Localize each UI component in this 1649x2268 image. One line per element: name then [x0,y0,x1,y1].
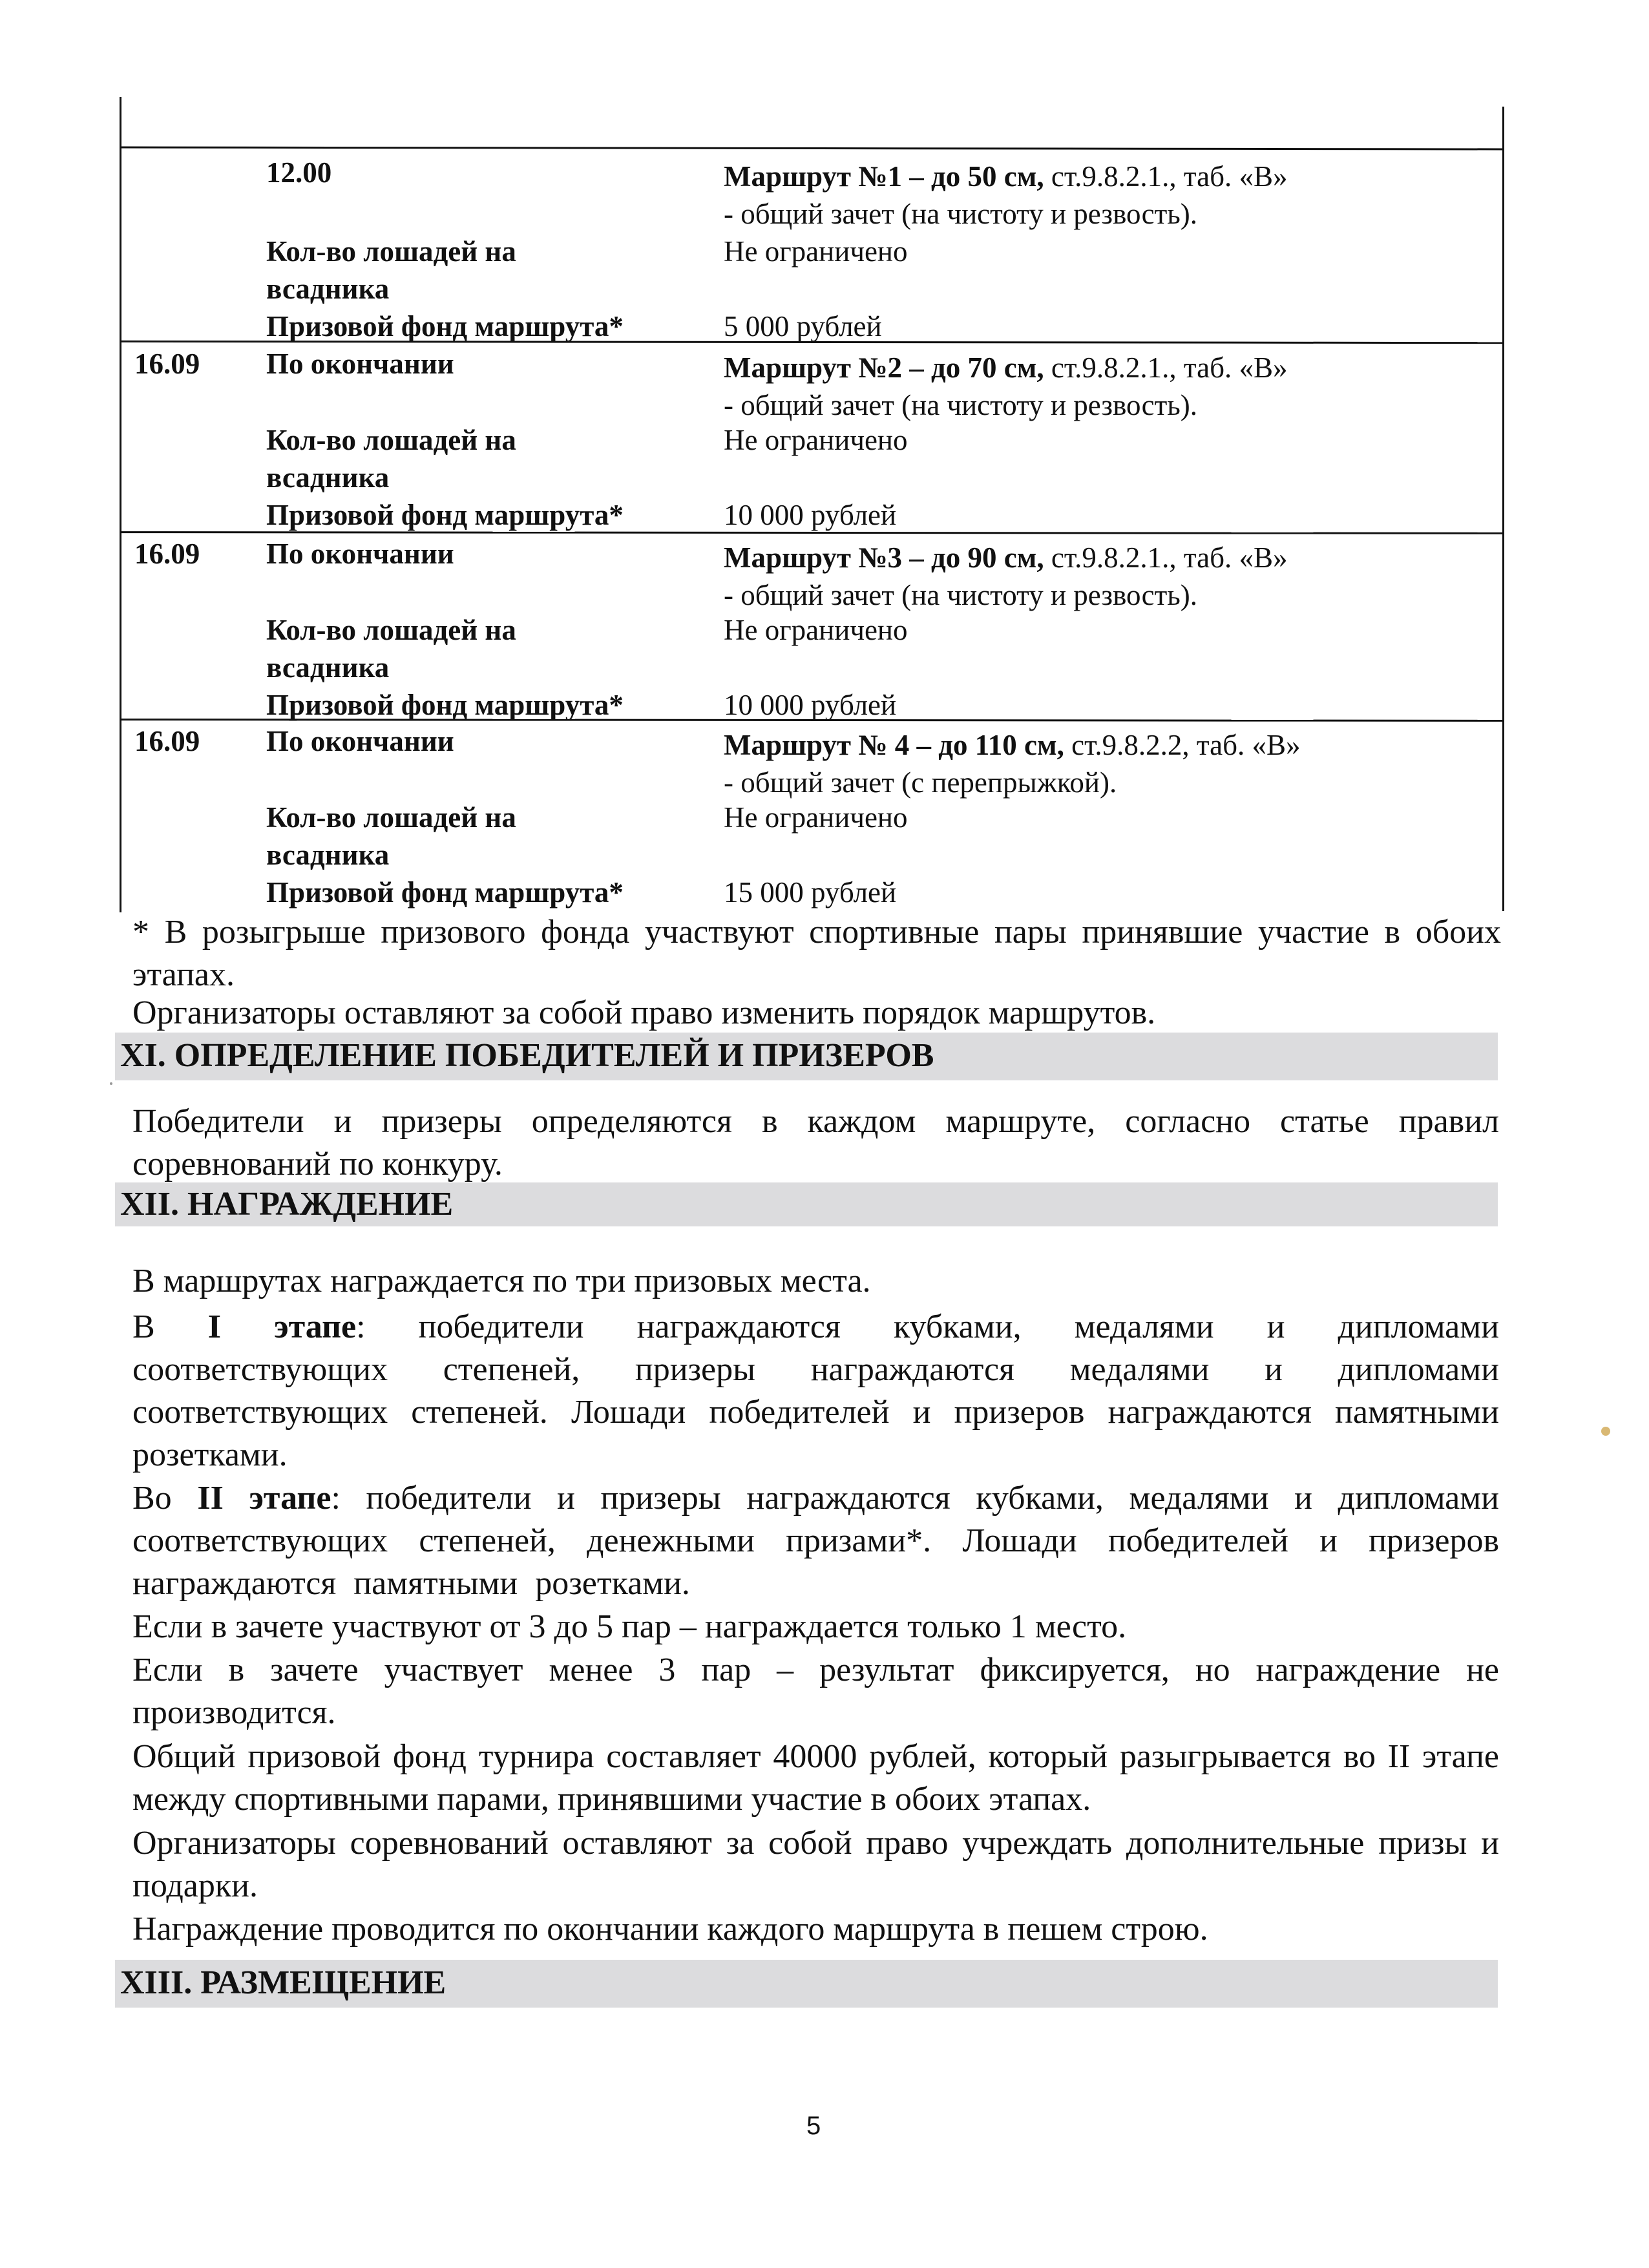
route-title: Маршрут №1 – до 50 см, [724,160,1044,193]
page-number: 5 [806,2112,821,2140]
horses-label: Кол-во лошадей на [266,424,516,456]
route-rule: ст.9.8.2.2, таб. «В» [1064,729,1301,761]
table-border-right [1502,107,1504,911]
row-scoring: - общий зачет (на чистоту и резвость). [724,198,1198,230]
prize-label: Призовой фонд маршрута* [266,689,624,721]
route-rule: ст.9.8.2.1., таб. «В» [1044,352,1288,384]
prize-footnote [132,911,1501,996]
section-header-xiii: XIII. РАЗМЕЩЕНИЕ [115,1960,1498,2008]
scan-speck [1601,1427,1610,1436]
table-border-left [120,97,121,912]
row-time: По окончании [266,538,454,570]
section-xi-text: Победители и призеры определяются в каждом маршруте, согласно статье правил соревнований по конкуру. [132,1103,1499,1182]
horses-value: Не ограничено [724,801,908,834]
row-time: По окончании [266,725,454,757]
stage-1-label: I этапе [207,1308,357,1345]
stage-1-prefix: В [132,1308,208,1345]
stage-2-prefix: Во [132,1480,198,1517]
horses-label: Кол-во лошадей на [266,614,516,646]
route-title: Маршрут №3 – до 90 см, [724,541,1044,574]
horses-label: Кол-во лошадей на [266,235,516,268]
row-route [724,349,1288,386]
stage-2-text: : победители и призеры награждаются кубками, медалями и дипломами соответствующих степеней, денежными призами*. Лошади победителей и призеров награждаются памятными розетками. [132,1480,1499,1602]
row-date: 16.09 [134,725,200,757]
section-header-xii: XII. НАГРАЖДЕНИЕ [115,1182,1498,1226]
awards-stage-2 [132,1477,1499,1605]
horses-label-cont: всадника [266,839,390,871]
awards-places: В маршрутах награждается по три призовых места. [132,1263,871,1299]
stage-2-label: II этапе [197,1480,331,1517]
route-title: Маршрут № 4 – до 110 см, [724,729,1064,761]
horses-label-cont: всадника [266,273,390,305]
row-scoring: - общий зачет (на чистоту и резвость). [724,389,1198,421]
row-time: По окончании [266,348,454,380]
row-date: 16.09 [134,538,200,570]
prize-label: Призовой фонд маршрута* [266,499,624,531]
row-route [724,539,1288,576]
footnote-text: * В розыгрыше призового фонда участвуют спортивные пары принявшие участие в обоих этапах. [132,914,1501,993]
horses-value: Не ограничено [724,424,908,456]
route-title: Маршрут №2 – до 70 см, [724,352,1044,384]
award-ceremony: Награждение проводится по окончании каждого маршрута в пешем строю. [132,1911,1208,1948]
prize-value: 10 000 рублей [724,499,897,531]
row-date: 16.09 [134,348,200,380]
route-rule: ст.9.8.2.1., таб. «В» [1044,541,1288,574]
prize-value: 10 000 рублей [724,689,897,721]
prize-label: Призовой фонд маршрута* [266,310,624,342]
horses-value: Не ограничено [724,235,908,268]
section-header-xi: XI. ОПРЕДЕЛЕНИЕ ПОБЕДИТЕЛЕЙ И ПРИЗЕРОВ [115,1033,1498,1080]
prize-value: 5 000 рублей [724,310,882,342]
row-route [724,158,1288,195]
row-scoring: - общий зачет (с перепрыжкой). [724,766,1117,799]
row-time: 12.00 [266,156,332,189]
route-rule: ст.9.8.2.1., таб. «В» [1044,160,1288,193]
awards-rule-3-5: Если в зачете участвуют от 3 до 5 пар – награждается только 1 место. [132,1608,1127,1645]
order-change-note: Организаторы оставляют за собой право изменить порядок маршрутов. [132,994,1156,1031]
prize-value: 15 000 рублей [724,876,897,908]
table-row-divider [120,147,1504,151]
additional-prizes: Организаторы соревнований оставляют за собой право учреждать дополнительные призы и подарки. [132,1825,1499,1904]
scan-speck [110,1082,112,1085]
horses-label-cont: всадника [266,651,390,684]
stage-1-text: : победители награждаются кубками, медалями и дипломами соответствующих степеней, призеры награждаются медалями и дипломами соответствующих степеней. Лошади победителей и призеров награждаются памятными розетками. [132,1308,1499,1473]
awards-rule-less-3: Если в зачете участвует менее 3 пар – результат фиксируется, но награждение не производится. [132,1652,1499,1731]
prize-label: Призовой фонд маршрута* [266,876,624,908]
horses-value: Не ограничено [724,614,908,646]
row-route [724,726,1301,764]
total-prize-fund: Общий призовой фонд турнира составляет 40000 рублей, который разыгрывается во II этапе между спортивными парами, принявшими участие в обоих этапах. [132,1738,1499,1818]
horses-label-cont: всадника [266,461,390,494]
awards-stage-1 [132,1306,1499,1476]
horses-label: Кол-во лошадей на [266,801,516,834]
row-scoring: - общий зачет (на чистоту и резвость). [724,579,1198,611]
